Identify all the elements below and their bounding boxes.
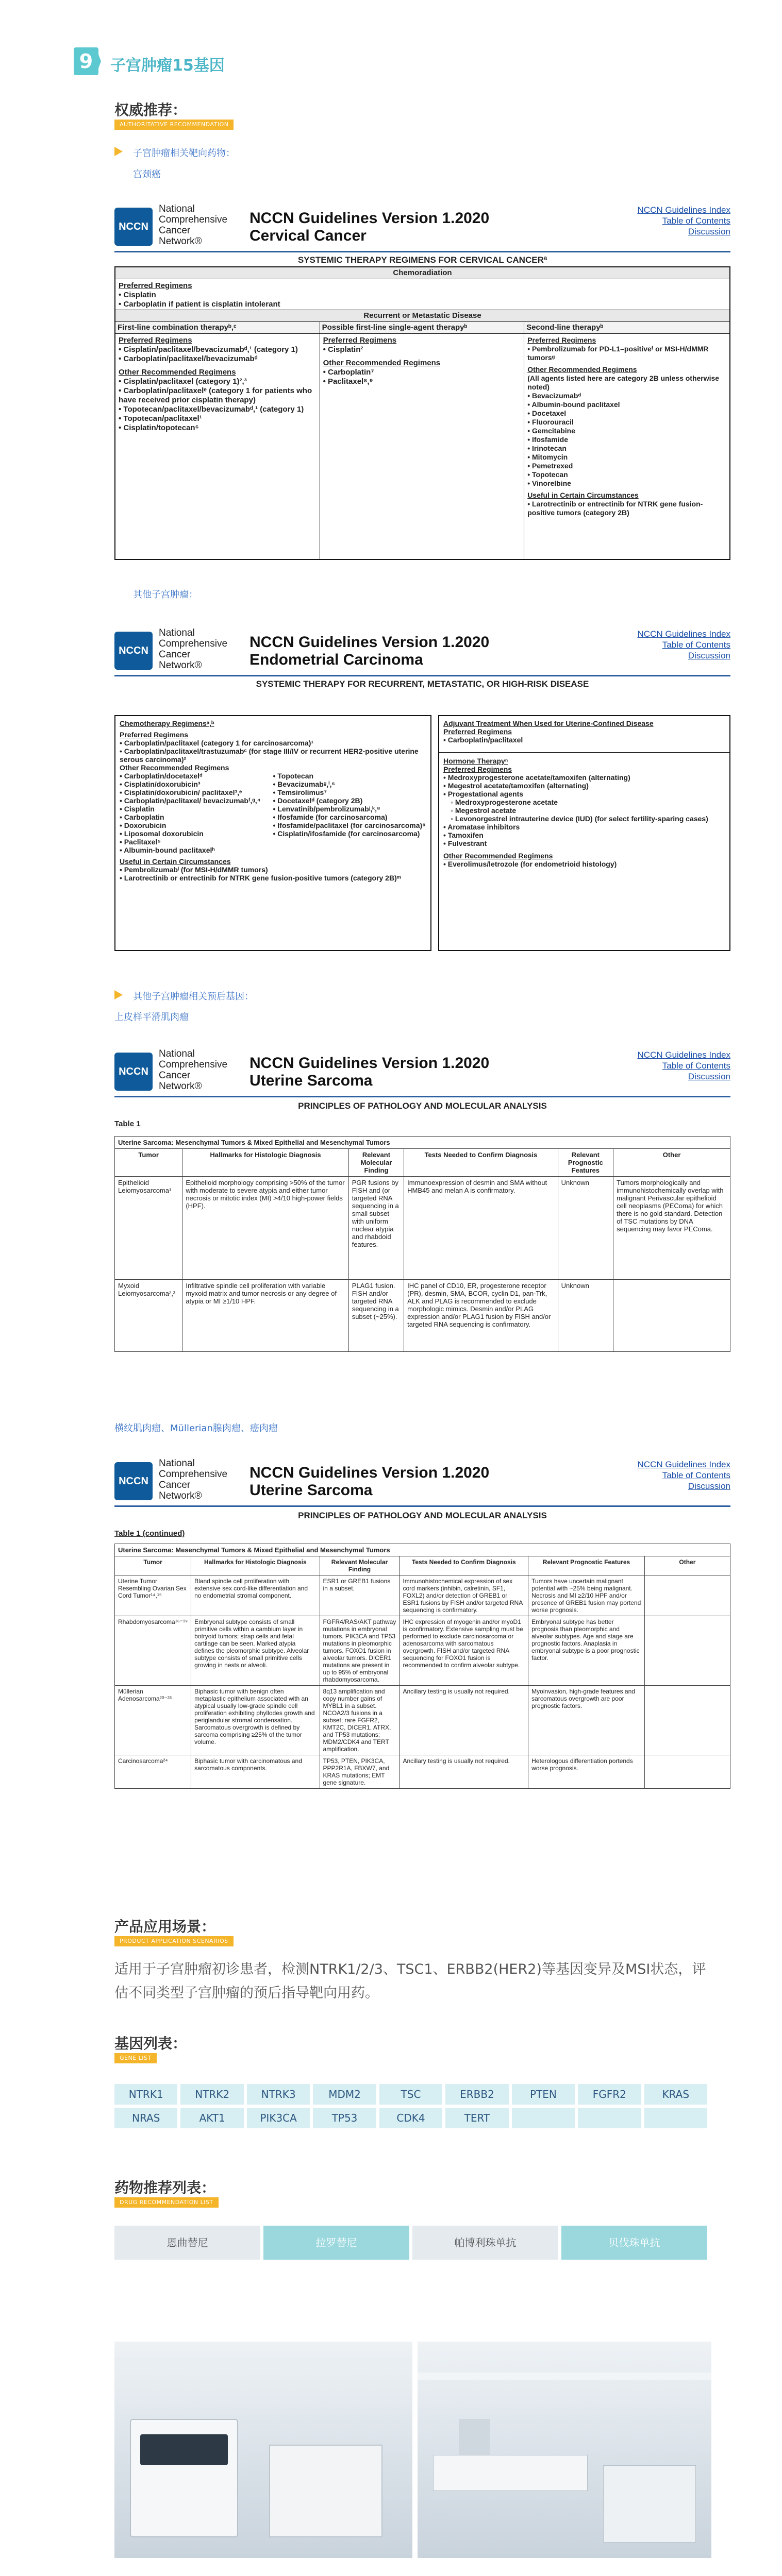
authority-tag: AUTHORITATIVE RECOMMENDATION <box>114 120 234 130</box>
nccn-title: NCCN Guidelines Version 1.2020 Endometrial Carcinoma <box>249 634 490 668</box>
table-row: Müllerian Adenosarcoma²⁰⁻²³ Biphasic tumor with benign often metaplastic epithelium associated with an atypical usually low-grade spindle cell proliferation exhibiting phyllodes growth and periglandular stromal condensation. Sarcomatous overgrowth is defined by sarcoma comprising ≥25% of the tumor volume. 8q13 amplification and copy number gains of MYBL1 in a subset. NCOA2/3 fusions in a subset; rare FGFR2, KMT2C, DICER1, ATRX, and TP53 mutations; MDM2/CDK4 and TERT amplification. Ancillary testing is usually not required. Myoinvasion, high-grade features and sarcomatous overgrowth are poor prognostic factors. <box>115 1686 730 1755</box>
gene-cell <box>512 2108 575 2128</box>
chemo-regimens-box: Chemotherapy Regimensᵃ,ᵇ Preferred Regimens • Carboplatin/paclitaxel (category 1 for carcinosarcoma)¹ • Carboplatin/paclitaxel/trastuzumabᶜ (for stage III/IV or recurrent HER2-positive uterine serous carcinoma)² Other Recommended Regimens • Carboplatin/docetaxelᵈ • Cisplatin/doxorubicin³ • Cisplatin/doxorubicin/ paclitaxel³,ᵉ • Carboplatin/paclitaxel/ bevacizumabᶠ,ᵍ,⁴ • Cisplatin • Carboplatin • Doxorubicin • Liposomal doxorubicin • Paclitaxel⁵ • Albumin-bound paclitaxelʰ • Topotecan • Bevacizumabᵍ,ⁱ,⁶ • Temsirolimus⁷ • Docetaxelᵈ (category 2B) • Lenvatinib/pembrolizumabʲ,ᵏ,⁸ • Ifosfamide (for carcinosarcoma) • Ifosfamide/paclitaxel (for carcinosarcoma)⁹ • Cisplatin/ifosfamide (for carcinosarcoma) Useful in Certain Circumstances • Pembrolizumabˡ (for MSI-H/dMMR tumors) • Larotrectinib or entrectinib for NTRK gene fusion-positive tumors (category 2B)ᵐ <box>114 715 431 951</box>
pathology-table-2: Uterine Sarcoma: Mesenchymal Tumors & Mixed Epithelial and Mesenchymal Tumors Tumor Hallmarks for Histologic Diagnosis Relevant Molecular Finding Tests Needed to Confirm Diagnosis Relevant Prognostic Features Other Uterine Tumor Resembling Ovarian Sex Cord Tumor¹⁴,¹⁵ Bland spindle cell proliferation with extensive sex cord-like differentiation and no endometrial stromal component. ESR1 or GREB1 fusions in a subset. Immunohistochemical expression of sex cord markers (inhibin, calretinin, SF1, FOXL2) and/or detection of GREB1 or ESR1 fusions by FISH and/or targeted RNA sequencing is confirmatory. Tumors have uncertain malignant potential with ~25% being malignant. Necrosis and MI ≥2/10 HPF and/or presence of GREB1 fusion may portend worse prognosis. Rhabdomyosarcoma¹⁶⁻¹⁹ Embryonal subtype consists of small primitive cells within a cambium layer in botryoid tumors; strap cells and fetal cartilage can be seen. Marked atypia defines the pleomorphic subtype. Alveolar subtype consists of small primitive cells growing in nests or alveoli. FGFR4/RAS/AKT pathway mutations in embryonal tumors. PIK3CA and TP53 mutations in pleomorphic tumors. FOXO1 fusion in alveolar tumors. DICER1 mutations are present in up to 95% of embryonal rhabdomyosarcoma. IHC expression of myogenin and/or myoD1 is confirmatory. Extensive sampling must be performed to exclude carcinosarcoma or adenosarcoma with sarcomatous overgrowth. FISH and/or targeted RNA sequencing for FOXO1 fusion is recommended to confirm alveolar subtype. Embryonal subtype has better prognosis than pleomorphic and alveolar subtypes. Age and stage are prognostic factors. Anaplasia in embryonal subtype is a poor prognostic factor. Müllerian Adenosarcoma²⁰⁻²³ Biphasic tumor with benign often metaplastic epithelium associated with an atypical usually low-grade spindle cell proliferation exhibiting phyllodes growth and periglandular stromal condensation. Sarcomatous overgrowth is defined by sarcoma comprising ≥25% of the tumor volume. 8q13 amplification and copy number gains of MYBL1 in a subset. NCOA2/3 fusions in a subset; rare FGFR2, KMT2C, DICER1, ATRX, and TP53 mutations; MDM2/CDK4 and TERT amplification. Ancillary testing is usually not required. Myoinvasion, high-grade features and sarcomatous overgrowth are poor prognostic factors. Carcinosarcoma²⁴ Biphasic tumor with carcinomatous and sarcomatous components. TP53, PTEN, PIK3CA, PPP2R1A, FBXW7, and KRAS mutations; EMT gene signature. Ancillary testing is usually not required. Heterologous differentiation portends worse prognosis. <box>114 1544 730 1789</box>
gene-cell <box>644 2108 707 2128</box>
sarcoma-nccn-panel-2 <box>114 1458 730 1880</box>
regimen-table <box>114 266 730 560</box>
link-toc[interactable]: Table of Contents <box>662 216 730 226</box>
nccn-logo: NCCN <box>114 632 153 670</box>
chemo-item: • Cisplatin <box>119 291 156 299</box>
nccn-links[interactable] <box>638 1459 730 1492</box>
table-header-row: Tumor Hallmarks for Histologic Diagnosis Relevant Molecular Finding Tests Needed to Confirm Diagnosis Relevant Prognostic Features Other <box>115 1149 730 1177</box>
table-label: Table 1 <box>114 1120 141 1128</box>
table-row: Carcinosarcoma²⁴ Biphasic tumor with carcinomatous and sarcomatous components. TP53, PTEN, PIK3CA, PPP2R1A, FBXW7, and KRAS mutations; EMT gene signature. Ancillary testing is usually not required. Heterologous differentiation portends worse prognosis. <box>115 1755 730 1789</box>
page-title: 子宫肿瘤15基因 <box>110 57 225 75</box>
lab-equipment-image <box>114 2342 412 2558</box>
scenario-tag: PRODUCT APPLICATION SCENARIOS <box>114 1936 234 1946</box>
rhabdo-label: 横纹肌肉瘤、Müllerian腺肉瘤、癌肉瘤 <box>114 1423 278 1434</box>
link-guidelines-index[interactable]: NCCN Guidelines Index <box>637 205 730 215</box>
link-guidelines-index[interactable]: NCCN Guidelines Index <box>637 629 730 639</box>
table-title: SYSTEMIC THERAPY FOR RECURRENT, METASTATIC, OR HIGH-RISK DISEASE <box>256 679 589 689</box>
targeted-drugs-label: 子宫肿瘤相关靶向药物： <box>133 148 235 159</box>
divider <box>114 251 730 252</box>
sarcoma-nccn-panel-1 <box>114 1048 730 1388</box>
gene-cell: CDK4 <box>379 2108 442 2128</box>
gene-cell: KRAS <box>644 2084 707 2105</box>
chemo-header: Chemoradiation <box>115 267 729 279</box>
scenario-text: 适用于子宫肿瘤初诊患者，检测NTRK1/2/3、TSC1、ERBB2(HER2)等基因变异及MSI状态，评估不同类型子宫肿瘤的预后指导靶向用药。 <box>114 1961 706 2001</box>
gene-cell: PIK3CA <box>247 2108 310 2128</box>
gene-cell: NTRK3 <box>247 2084 310 2105</box>
link-discussion[interactable]: Discussion <box>688 651 730 660</box>
gene-cell: ERBB2 <box>445 2084 508 2105</box>
link-discussion[interactable]: Discussion <box>688 1072 730 1081</box>
gene-cell: TERT <box>445 2108 508 2128</box>
divider <box>114 675 730 676</box>
nccn-links[interactable] <box>638 1049 730 1082</box>
authority-heading: 权威推荐： <box>114 101 187 118</box>
gene-list-heading: 基因列表： <box>114 2035 187 2052</box>
link-guidelines-index[interactable]: NCCN Guidelines Index <box>637 1050 730 1060</box>
cervical-nccn-panel <box>114 204 730 564</box>
link-discussion[interactable]: Discussion <box>688 227 730 236</box>
nccn-org-name: National Comprehensive Cancer Network® <box>159 1048 228 1092</box>
drug-cell: 贝伐珠单抗 <box>561 2226 707 2260</box>
cervical-label: 宫颈癌 <box>133 169 161 180</box>
link-discussion[interactable]: Discussion <box>688 1481 730 1491</box>
nccn-org-name: National Comprehensive Cancer Network® <box>159 628 228 671</box>
drug-grid <box>114 2226 707 2260</box>
gene-cell: PTEN <box>512 2084 575 2105</box>
nccn-title: NCCN Guidelines Version 1.2020 Cervical Cancer <box>249 210 490 244</box>
section-title: PRINCIPLES OF PATHOLOGY AND MOLECULAR ANALYSIS <box>298 1101 547 1111</box>
table-row: Epithelioid Leiomyosarcoma¹ Epithelioid morphology comprising >50% of the tumor with moderate to severe atypia and either tumor necrosis or mitotic index (MI) >4/10 high-power fields (HPF). PGR fusions by FISH and (or targeted RNA sequencing in a small subset with uniform nuclear atypia and rhabdoid features. Immunoexpression of desmin and SMA without HMB45 and melan A is confirmatory. Unknown Tumors morphologically and immunohistochemically overlap with malignant Perivascular epithelioid cell neoplasms (PEComa) for which there is no gold standard. Detection of TSC mutations by DNA sequencing may favor PEComa. <box>115 1177 730 1280</box>
other-tumors-label: 其他子宫肿瘤： <box>133 589 198 600</box>
nccn-logo: NCCN <box>114 208 153 246</box>
gene-cell: NTRK1 <box>114 2084 177 2105</box>
prognostic-genes-label: 其他子宫肿瘤相关预后基因： <box>133 991 254 1002</box>
gene-cell: FGFR2 <box>578 2084 641 2105</box>
table-row: Myxoid Leiomyosarcoma²,³ Infiltrative spindle cell proliferation with variable myxoid matrix and tumor necrosis or any degree of atypia or MI ≥1/10 HPF. PLAG1 fusion. FISH and/or targeted RNA sequencing in a subset (~25%). IHC panel of CD10, ER, progesterone receptor (PR), desmin, SMA, BCOR, cyclin D1, pan-Trk, ALK and PLAG is recommended to exclude morphologic mimics. Desmin and/or PLAG expression and/or PLAG1 fusion by FISH and/or targeted RNA sequencing is confirmatory. Unknown <box>115 1280 730 1352</box>
nccn-links[interactable] <box>638 205 730 237</box>
scenario-heading: 产品应用场景： <box>114 1918 216 1935</box>
nccn-links[interactable] <box>638 629 730 661</box>
table-label: Table 1 (continued) <box>114 1529 185 1538</box>
arrow-icon <box>114 990 123 999</box>
hormone-therapy-box: Adjuvant Treatment When Used for Uterine-Confined Disease Preferred Regimens • Carboplatin/paclitaxel Hormone Therapyⁿ Preferred Regimens • Medroxyprogesterone acetate/tamoxifen (alternating) • Megestrol acetate/tamoxifen (alternating) • Progestational agents ◦ Medroxyprogesterone acetate ◦ Megestrol acetate ◦ Levonorgestrel intrauterine device (IUD) (for select fertility-sparing cases) • Aromatase inhibitors • Tamoxifen • Fulvestrant Other Recommended Regimens • Everolimus/letrozole (for endometrioid histology) <box>438 715 730 951</box>
section-title: PRINCIPLES OF PATHOLOGY AND MOLECULAR ANALYSIS <box>298 1511 547 1520</box>
molecule-decoration <box>103 2550 722 2576</box>
nccn-title: NCCN Guidelines Version 1.2020 Uterine Sarcoma <box>249 1464 490 1499</box>
nccn-logo: NCCN <box>114 1053 153 1091</box>
table-header-row: Tumor Hallmarks for Histologic Diagnosis Relevant Molecular Finding Tests Needed to Confirm Diagnosis Relevant Prognostic Features Other <box>115 1556 730 1575</box>
section-number-badge: 9 <box>74 47 98 75</box>
divider <box>114 1096 730 1097</box>
drug-list-tag: DRUG RECOMMENDATION LIST <box>114 2197 219 2208</box>
epithelioid-label: 上皮样平滑肌肉瘤 <box>114 1012 189 1023</box>
col-single-agent: Possible first-line single-agent therapyᵇ Preferred Regimens • Cisplatin² Other Recommended Regimens • Carboplatin⁷ • Paclitaxel⁸,⁹ <box>320 322 525 559</box>
link-toc[interactable]: Table of Contents <box>662 1061 730 1071</box>
drug-cell: 恩曲替尼 <box>114 2226 260 2260</box>
gene-list-tag: GENE LIST <box>114 2053 157 2063</box>
drug-list-heading: 药物推荐列表： <box>114 2179 216 2196</box>
lab-room-image <box>418 2342 711 2558</box>
nccn-logo: NCCN <box>114 1462 153 1500</box>
pathology-table-1: Uterine Sarcoma: Mesenchymal Tumors & Mixed Epithelial and Mesenchymal Tumors Tumor Hallmarks for Histologic Diagnosis Relevant Molecular Finding Tests Needed to Confirm Diagnosis Relevant Prognostic Features Other Epithelioid Leiomyosarcoma¹ Epithelioid morphology comprising >50% of the tumor with moderate to severe atypia and either tumor necrosis or mitotic index (MI) >4/10 high-power fields (HPF). PGR fusions by FISH and (or targeted RNA sequencing in a small subset with uniform nuclear atypia and rhabdoid features. Immunoexpression of desmin and SMA without HMB45 and melan A is confirmatory. Unknown Tumors morphologically and immunohistochemically overlap with malignant Perivascular epithelioid cell neoplasms (PEComa) for which there is no gold standard. Detection of TSC mutations by DNA sequencing may favor PEComa. Myxoid Leiomyosarcoma²,³ Infiltrative spindle cell proliferation with variable myxoid matrix and tumor necrosis or any degree of atypia or MI ≥1/10 HPF. PLAG1 fusion. FISH and/or targeted RNA sequencing in a subset (~25%). IHC panel of CD10, ER, progesterone receptor (PR), desmin, SMA, BCOR, cyclin D1, pan-Trk, ALK and PLAG is recommended to exclude morphologic mimics. Desmin and/or PLAG expression and/or PLAG1 fusion by FISH and/or targeted RNA sequencing is confirmatory. Unknown <box>114 1136 730 1352</box>
badge-arrow-icon <box>96 47 101 75</box>
table-row: Rhabdomyosarcoma¹⁶⁻¹⁹ Embryonal subtype consists of small primitive cells within a cambium layer in botryoid tumors; strap cells and fetal cartilage can be seen. Marked atypia defines the pleomorphic subtype. Alveolar subtype consists of small primitive cells growing in nests or alveoli. FGFR4/RAS/AKT pathway mutations in embryonal tumors. PIK3CA and TP53 mutations in pleomorphic tumors. FOXO1 fusion in alveolar tumors. DICER1 mutations are present in up to 95% of embryonal rhabdomyosarcoma. IHC expression of myogenin and/or myoD1 is confirmatory. Extensive sampling must be performed to exclude carcinosarcoma or adenosarcoma with sarcomatous overgrowth. FISH and/or targeted RNA sequencing for FOXO1 fusion is recommended to confirm alveolar subtype. Embryonal subtype has better prognosis than pleomorphic and alveolar subtypes. Age and stage are prognostic factors. Anaplasia in embryonal subtype is a poor prognostic factor. <box>115 1616 730 1686</box>
gene-cell: NTRK2 <box>180 2084 243 2105</box>
table-row: Uterine Tumor Resembling Ovarian Sex Cord Tumor¹⁴,¹⁵ Bland spindle cell proliferation with extensive sex cord-like differentiation and no endometrial stromal component. ESR1 or GREB1 fusions in a subset. Immunohistochemical expression of sex cord markers (inhibin, calretinin, SF1, FOXL2) and/or detection of GREB1 or ESR1 fusions by FISH and/or targeted RNA sequencing is confirmatory. Tumors have uncertain malignant potential with ~25% being malignant. Necrosis and MI ≥2/10 HPF and/or presence of GREB1 fusion may portend worse prognosis. <box>115 1575 730 1616</box>
gene-cell: AKT1 <box>180 2108 243 2128</box>
chemo-pref-label: Preferred Regimens <box>119 281 192 290</box>
chemo-item: • Carboplatin if patient is cisplatin intolerant <box>119 300 280 309</box>
nccn-org-name: National Comprehensive Cancer Network® <box>159 204 228 247</box>
link-guidelines-index[interactable]: NCCN Guidelines Index <box>637 1460 730 1469</box>
endometrial-nccn-panel <box>114 628 730 957</box>
gene-grid <box>114 2084 707 2128</box>
recurrent-header: Recurrent or Metastatic Disease <box>115 310 729 322</box>
col-first-line: First-line combination therapyᵇ,ᶜ Preferred Regimens • Cisplatin/paclitaxel/bevacizumabᵈ,¹ (category 1) • Carboplatin/paclitaxel/bevacizumabᵈ Other Recommended Regimens • Cisplatin/paclitaxel (category 1)²,³ • Carboplatin/paclitaxelᵉ (category 1 for patients who have received prior cisplatin therapy) • Topotecan/paclitaxel/bevacizumabᵈ,¹ (category 1) • Topotecan/paclitaxel¹ • Cisplatin/topotecan⁶ <box>115 322 320 559</box>
gene-cell: TP53 <box>313 2108 376 2128</box>
link-toc[interactable]: Table of Contents <box>662 1470 730 1480</box>
drug-cell: 拉罗替尼 <box>263 2226 409 2260</box>
gene-cell: MDM2 <box>313 2084 376 2105</box>
drug-cell: 帕博利珠单抗 <box>412 2226 558 2260</box>
col-second-line: Second-line therapyᵇ Preferred Regimens • Pembrolizumab for PD-L1–positiveᶠ or MSI-H/dMMR tumorsᵍ Other Recommended Regimens (All agents listed here are category 2B unless otherwise noted) • Bevacizumabᵈ • Albumin-bound paclitaxel • Docetaxel • Fluorouracil • Gemcitabine • Ifosfamide • Irinotecan • Mitomycin • Pemetrexed • Topotecan • Vinorelbine Useful in Certain Circumstances • Larotrectinib or entrectinib for NTRK gene fusion-positive tumors (category 2B) <box>524 322 729 559</box>
gene-cell <box>578 2108 641 2128</box>
gene-cell: NRAS <box>114 2108 177 2128</box>
divider <box>114 1505 730 1507</box>
arrow-icon <box>114 147 123 156</box>
nccn-title: NCCN Guidelines Version 1.2020 Uterine Sarcoma <box>249 1055 490 1089</box>
nccn-org-name: National Comprehensive Cancer Network® <box>159 1458 228 1501</box>
link-toc[interactable]: Table of Contents <box>662 640 730 650</box>
table-title: SYSTEMIC THERAPY REGIMENS FOR CERVICAL CANCERª <box>297 255 547 265</box>
gene-cell: TSC <box>379 2084 442 2105</box>
